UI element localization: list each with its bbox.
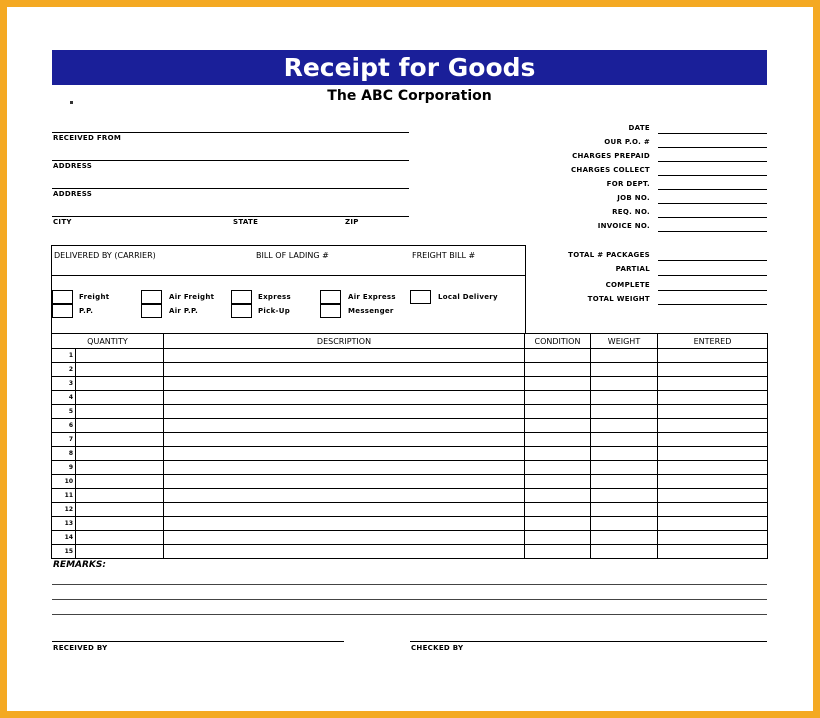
shipping-box-right [525,245,526,333]
table-row [52,363,768,377]
weight-cell[interactable] [591,391,658,405]
quantity-cell[interactable] [76,503,164,517]
quantity-cell[interactable] [76,545,164,559]
entered-cell[interactable] [658,447,768,461]
air-express-checkbox[interactable] [320,290,341,304]
condition-cell[interactable] [525,391,591,405]
condition-cell[interactable] [525,489,591,503]
complete-line [658,290,767,291]
partial-line [658,275,767,276]
table-row [52,405,768,419]
pp-checkbox[interactable] [52,304,73,318]
air-pp-label: Air P.P. [169,307,199,315]
description-cell[interactable] [164,391,525,405]
description-cell[interactable] [164,363,525,377]
entered-cell[interactable] [658,419,768,433]
total-packages-line [658,260,767,261]
job-no-label: JOB NO. [617,194,650,202]
condition-cell[interactable] [525,363,591,377]
row-number: 4 [52,391,76,405]
company-name: The ABC Corporation [327,88,492,104]
remarks-line-1 [52,584,767,585]
row-number: 5 [52,405,76,419]
entered-cell[interactable] [658,433,768,447]
row-number: 7 [52,433,76,447]
quantity-header: QUANTITY [52,334,164,349]
condition-cell[interactable] [525,405,591,419]
air-freight-checkbox[interactable] [141,290,162,304]
quantity-cell[interactable] [76,489,164,503]
description-cell[interactable] [164,377,525,391]
weight-cell[interactable] [591,349,658,363]
date-line [658,133,767,134]
remarks-line-3 [52,614,767,615]
total-packages-label: TOTAL # PACKAGES [568,251,650,259]
entered-cell[interactable] [658,349,768,363]
entered-cell[interactable] [658,405,768,419]
row-number: 11 [52,489,76,503]
weight-cell[interactable] [591,433,658,447]
weight-cell[interactable] [591,517,658,531]
req-no-label: REQ. NO. [612,208,650,216]
weight-cell[interactable] [591,377,658,391]
table-row [52,461,768,475]
description-cell[interactable] [164,489,525,503]
local-delivery-checkbox[interactable] [410,290,431,304]
entered-cell[interactable] [658,545,768,559]
condition-cell[interactable] [525,349,591,363]
charges-collect-line [658,175,767,176]
condition-cell[interactable] [525,503,591,517]
entered-header: ENTERED [658,334,768,349]
description-cell[interactable] [164,531,525,545]
received-from-label: RECEIVED FROM [53,134,122,142]
entered-cell[interactable] [658,363,768,377]
pick-up-checkbox[interactable] [231,304,252,318]
checked-by-line [410,641,767,642]
job-no-line [658,203,767,204]
table-row [52,475,768,489]
for-dept-label: FOR DEPT. [606,180,650,188]
pp-label: P.P. [79,307,94,315]
received-by-label: RECEIVED BY [53,644,108,652]
shipping-box-top [51,245,526,246]
air-express-label: Air Express [348,293,396,301]
messenger-checkbox[interactable] [320,304,341,318]
row-number: 6 [52,419,76,433]
stray-mark [70,101,73,104]
po-label: OUR P.O. # [604,138,650,146]
charges-prepaid-line [658,161,767,162]
weight-cell[interactable] [591,447,658,461]
weight-cell[interactable] [591,531,658,545]
weight-cell[interactable] [591,475,658,489]
condition-cell[interactable] [525,461,591,475]
freight-bill-label: FREIGHT BILL # [412,251,476,260]
form-title: Receipt for Goods [52,50,767,85]
row-number: 13 [52,517,76,531]
quantity-cell[interactable] [76,433,164,447]
address1-line [52,160,409,161]
express-checkbox[interactable] [231,290,252,304]
address2-label: ADDRESS [53,190,93,198]
quantity-cell[interactable] [76,363,164,377]
weight-cell[interactable] [591,363,658,377]
pick-up-label: Pick-Up [258,307,291,315]
description-cell[interactable] [164,545,525,559]
city-label: CITY [53,218,72,226]
quantity-cell[interactable] [76,391,164,405]
bill-of-lading-label: BILL OF LADING # [256,251,329,260]
table-body [52,349,768,559]
weight-cell[interactable] [591,405,658,419]
table-row [52,545,768,559]
entered-cell[interactable] [658,531,768,545]
messenger-label: Messenger [348,307,394,315]
description-cell[interactable] [164,503,525,517]
condition-cell[interactable] [525,447,591,461]
table-row [52,433,768,447]
for-dept-line [658,189,767,190]
express-label: Express [258,293,291,301]
condition-cell[interactable] [525,433,591,447]
date-label: DATE [628,124,650,132]
quantity-cell[interactable] [76,447,164,461]
row-number: 8 [52,447,76,461]
condition-cell[interactable] [525,475,591,489]
row-number: 3 [52,377,76,391]
table-row [52,419,768,433]
po-line [658,147,767,148]
description-cell[interactable] [164,517,525,531]
weight-cell[interactable] [591,545,658,559]
table-row [52,377,768,391]
description-cell[interactable] [164,447,525,461]
remarks-label: REMARKS: [53,560,106,570]
row-number: 14 [52,531,76,545]
total-weight-line [658,304,767,305]
description-cell[interactable] [164,475,525,489]
shipping-box-divider [51,275,526,276]
weight-cell[interactable] [591,461,658,475]
air-pp-checkbox[interactable] [141,304,162,318]
address1-label: ADDRESS [53,162,93,170]
entered-cell[interactable] [658,489,768,503]
condition-cell[interactable] [525,377,591,391]
entered-cell[interactable] [658,377,768,391]
entered-cell[interactable] [658,391,768,405]
quantity-cell[interactable] [76,517,164,531]
description-header: DESCRIPTION [164,334,525,349]
quantity-cell[interactable] [76,419,164,433]
entered-cell[interactable] [658,475,768,489]
table-row [52,391,768,405]
city-line [52,216,409,217]
description-cell[interactable] [164,419,525,433]
row-number: 2 [52,363,76,377]
quantity-cell[interactable] [76,349,164,363]
table-row [52,517,768,531]
condition-header: CONDITION [525,334,591,349]
address2-line [52,188,409,189]
quantity-cell[interactable] [76,405,164,419]
quantity-cell[interactable] [76,377,164,391]
description-cell[interactable] [164,405,525,419]
complete-label: COMPLETE [605,281,650,289]
air-freight-label: Air Freight [169,293,215,301]
checked-by-label: CHECKED BY [411,644,464,652]
local-delivery-label: Local Delivery [438,293,498,301]
condition-cell[interactable] [525,545,591,559]
state-label: STATE [233,218,259,226]
freight-checkbox[interactable] [52,290,73,304]
received-from-line [52,132,409,133]
condition-cell[interactable] [525,517,591,531]
table-row [52,489,768,503]
zip-label: ZIP [345,218,359,226]
received-by-line [52,641,344,642]
row-number: 9 [52,461,76,475]
invoice-no-line [658,231,767,232]
row-number: 1 [52,349,76,363]
row-number: 12 [52,503,76,517]
quantity-cell[interactable] [76,461,164,475]
table-row [52,447,768,461]
total-weight-label: TOTAL WEIGHT [587,295,650,303]
row-number: 10 [52,475,76,489]
weight-cell[interactable] [591,503,658,517]
entered-cell[interactable] [658,461,768,475]
req-no-line [658,217,767,218]
entered-cell[interactable] [658,503,768,517]
description-cell[interactable] [164,433,525,447]
table-row [52,349,768,363]
table-row [52,503,768,517]
shipping-box-left [51,245,52,333]
freight-label: Freight [79,293,110,301]
entered-cell[interactable] [658,517,768,531]
description-cell[interactable] [164,461,525,475]
quantity-cell[interactable] [76,475,164,489]
invoice-no-label: INVOICE NO. [597,222,650,230]
charges-collect-label: CHARGES COLLECT [570,166,650,174]
table-row [52,531,768,545]
charges-prepaid-label: CHARGES PREPAID [572,152,650,160]
items-table [51,333,768,559]
weight-cell[interactable] [591,419,658,433]
weight-header: WEIGHT [591,334,658,349]
description-cell[interactable] [164,349,525,363]
condition-cell[interactable] [525,531,591,545]
quantity-cell[interactable] [76,531,164,545]
remarks-line-2 [52,599,767,600]
row-number: 15 [52,545,76,559]
delivered-by-label: DELIVERED BY (CARRIER) [54,251,156,260]
condition-cell[interactable] [525,419,591,433]
weight-cell[interactable] [591,489,658,503]
table-header-row [52,334,768,349]
partial-label: PARTIAL [615,265,650,273]
